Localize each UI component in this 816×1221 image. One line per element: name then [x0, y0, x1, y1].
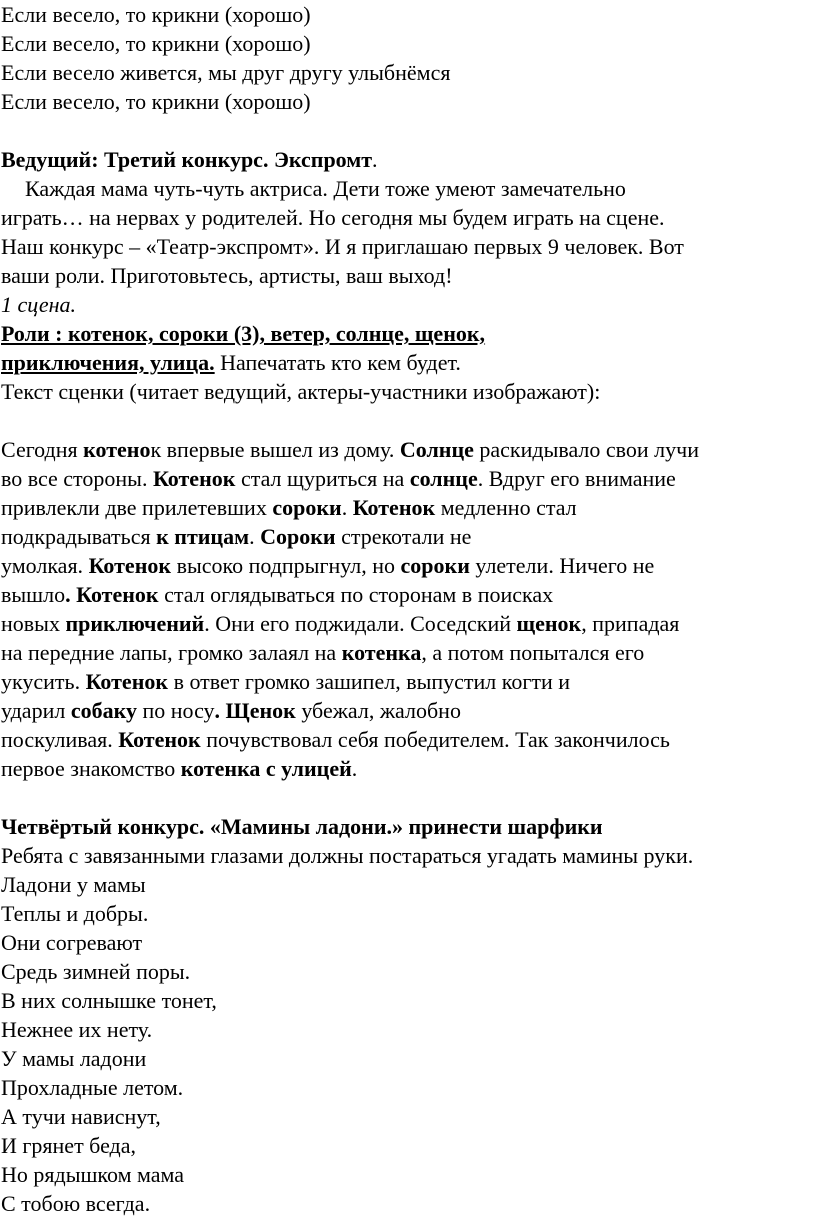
story-segment: . [341, 495, 353, 520]
spacer [1, 116, 816, 145]
story-segment: . [351, 756, 358, 781]
story-bold-segment: . Котенок [65, 582, 159, 607]
story-line [1, 522, 816, 551]
story-segment: высоко подпрыгнул, но [171, 553, 401, 578]
story-segment: привлекли две прилетевших [1, 495, 273, 520]
song-line: Если весело живется, мы друг другу улыбнёмся [1, 60, 451, 85]
intro-line: ваши роли. Приготовьтесь, артисты, ваш выход! [1, 263, 453, 288]
story-bold-segment: . Щенок [214, 698, 296, 723]
song-line: Если весело, то крикни (хорошо) [1, 31, 311, 56]
story-segment: улетели. Ничего не [469, 553, 655, 578]
story-segment: убежал, жалобно [295, 698, 461, 723]
story-line [1, 696, 816, 725]
story-bold-segment: Котенок [85, 669, 169, 694]
poem-line: Они согревают [1, 930, 143, 955]
story-line [1, 464, 816, 493]
story-segment: в ответ громко зашипел, выпустил когти и [168, 669, 571, 694]
roles-line-1-text: Роли : котенок, сороки (3), ветер, солнце, щенок, [1, 321, 486, 346]
story-segment: . Они его поджидали. Соседский [204, 611, 517, 636]
story-bold-segment: щенок [516, 611, 582, 636]
story-line [1, 754, 816, 783]
story-segment: подкрадываться [1, 524, 157, 549]
story-segment: стрекотали не [335, 524, 472, 549]
story-line [1, 725, 816, 754]
song-line: Если весело, то крикни (хорошо) [1, 89, 311, 114]
story-segment: Сегодня [1, 437, 84, 462]
story-line [1, 435, 816, 464]
story-line [1, 609, 816, 638]
poem-line: У мамы ладони [1, 1046, 147, 1071]
poem-line: Средь зимней поры. [1, 959, 191, 984]
song-line: Если весело, то крикни (хорошо) [1, 2, 311, 27]
roles-line-1 [1, 319, 816, 348]
poem-line: В них солнышке тонет, [1, 988, 217, 1013]
story-bold-segment: сороки [272, 495, 342, 520]
story-segment: ударил [1, 698, 71, 723]
story-segment: поскуливая. [1, 727, 119, 752]
poem-line: Но рядышком мама [1, 1162, 185, 1187]
story-segment: , припадая [581, 611, 680, 636]
story-line [1, 638, 816, 667]
contest4-heading-text: Четвёртый конкурс. «Мамины ладони.» принести шарфики [1, 814, 603, 839]
story-line [1, 580, 816, 609]
roles-line-2-rest: Напечатать кто кем будет. [214, 350, 461, 375]
story-segment: первое знакомство [1, 756, 181, 781]
story-bold-segment: Котенок [152, 466, 236, 491]
story-bold-segment: к птицам [156, 524, 250, 549]
story-line [1, 551, 816, 580]
story-bold-segment: котенка с улицей [180, 756, 352, 781]
roles-line-2-bold: приключения, улица. [1, 350, 215, 375]
story-segment: умолкая. [1, 553, 89, 578]
story-segment: во все стороны. [1, 466, 153, 491]
story-segment: стал щуриться на [235, 466, 410, 491]
contest4-description: Ребята с завязанными глазами должны постараться угадать мамины руки. [1, 843, 694, 868]
contest4-heading [1, 812, 816, 841]
story-bold-segment: котенка [341, 640, 422, 665]
intro-line: Наш конкурс – «Театр-экспромт». И я приглашаю первых 9 человек. Вот [1, 234, 684, 259]
story-line [1, 493, 816, 522]
story-bold-segment: Котенок [118, 727, 201, 752]
story-segment: раскидывало свои лучи [473, 437, 699, 462]
spacer [1, 783, 816, 812]
contest3-heading-bold: Ведущий: Третий конкурс. Экспромт [1, 147, 373, 172]
intro-line: играть… на нервах у родителей. Но сегодня мы будем играть на сцене. [1, 205, 665, 230]
story-segment: , а потом попытался его [421, 640, 645, 665]
story-bold-segment: Котенок [88, 553, 172, 578]
story-bold-segment: котено [83, 437, 151, 462]
story-segment: . [249, 524, 261, 549]
poem-line: Теплы и добры. [1, 901, 149, 926]
poem-line: С тобою всегда. [1, 1191, 151, 1216]
story-bold-segment: собаку [70, 698, 137, 723]
scene-text-intro: Текст сценки (читает ведущий, актеры-участники изображают): [1, 379, 601, 404]
poem-line: И грянет беда, [1, 1133, 137, 1158]
story-line [1, 667, 816, 696]
story-bold-segment: Котенок [352, 495, 436, 520]
story-segment: новых [1, 611, 66, 636]
story-bold-segment: Солнце [399, 437, 474, 462]
story-bold-segment: солнце [409, 466, 478, 491]
poem-line: Прохладные летом. [1, 1075, 184, 1100]
story-segment: на передние лапы, громко залаял на [1, 640, 342, 665]
poem-line: Нежнее их нету. [1, 1017, 153, 1042]
poem [1, 870, 816, 1218]
story-bold-segment: приключений [65, 611, 205, 636]
spacer [1, 406, 816, 435]
roles-line-2 [1, 348, 816, 377]
story-segment: медленно стал [435, 495, 577, 520]
poem-line: А тучи нависнут, [1, 1104, 161, 1129]
story-segment: к впервые вышел из дому. [150, 437, 400, 462]
story-segment: почувствовал себя победителем. Так закончилось [200, 727, 670, 752]
story-segment: . Вдруг его внимание [477, 466, 676, 491]
story-segment: стал оглядываться по сторонам в поисках [158, 582, 554, 607]
story-segment: по носу [136, 698, 215, 723]
story-segment: укусить. [1, 669, 86, 694]
story-segment: вышло [1, 582, 66, 607]
scene-label: 1 сцена. [1, 292, 76, 317]
contest3-heading-dot: . [372, 147, 378, 172]
contest3-heading [1, 145, 816, 174]
story-paragraph [1, 435, 816, 783]
contest3-intro [1, 174, 816, 290]
poem-line: Ладони у мамы [1, 872, 146, 897]
story-bold-segment: сороки [400, 553, 470, 578]
song-lines [1, 0, 816, 116]
story-bold-segment: Сороки [260, 524, 336, 549]
intro-line: Каждая мама чуть-чуть актриса. Дети тоже умеют замечательно [25, 176, 626, 201]
